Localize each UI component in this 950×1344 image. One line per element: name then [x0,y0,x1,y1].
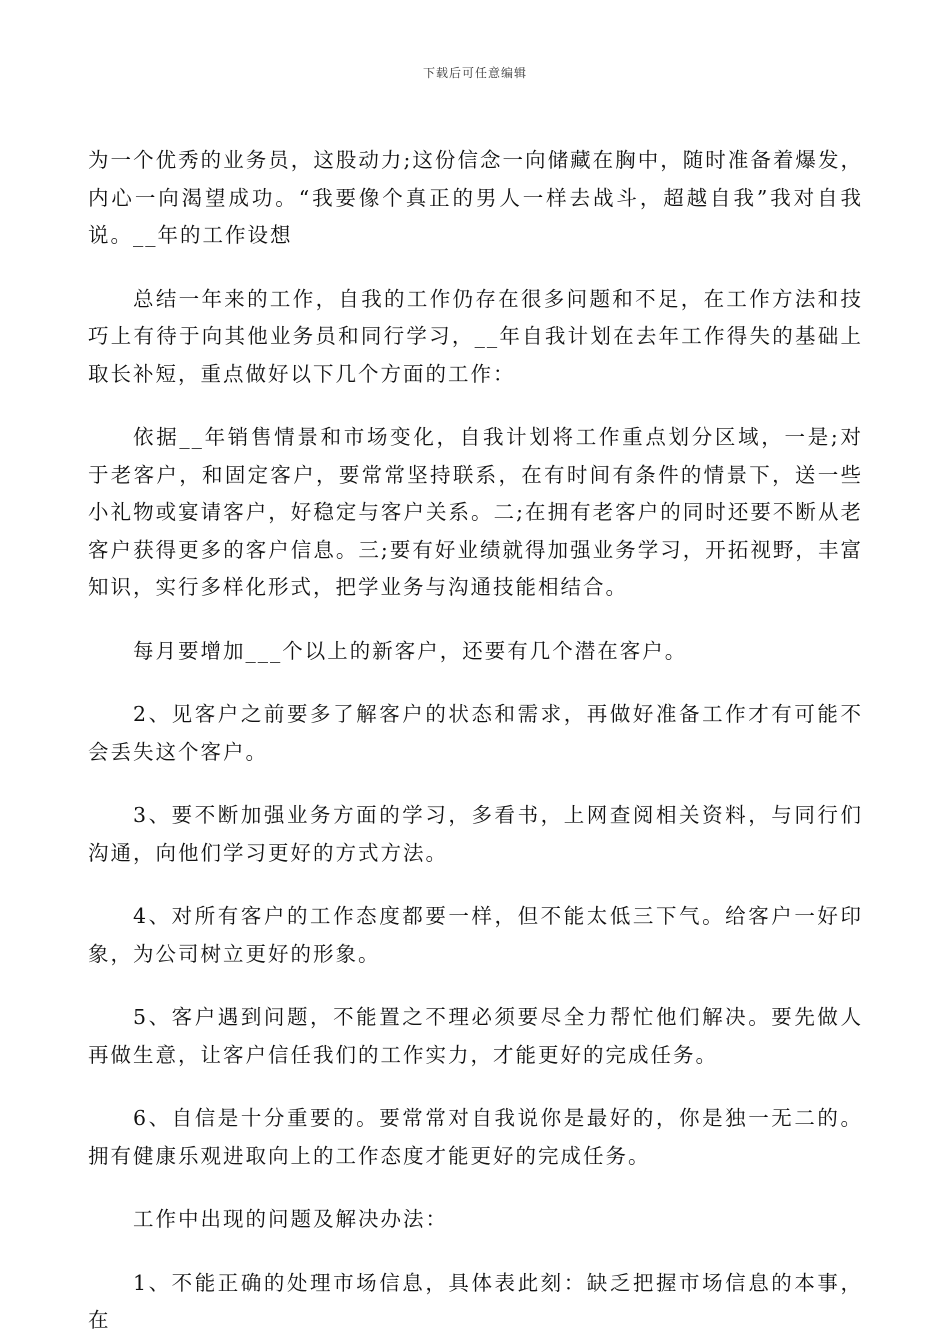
paragraph-1: 为一个优秀的业务员，这股动力;这份信念一向储藏在胸中，随时准备着爆发，内心一向渴望成功。“我要像个真正的男人一样去战斗，超越自我”我对自我说。__年的工作设想 [88,148,863,247]
paragraph-10: 工作中出现的问题及解决办法： [133,1207,448,1231]
paragraph-5: 2、见客户之前要多了解客户的状态和需求，再做好准备工作才有可能不会丢失这个客户。 [88,702,863,764]
paragraph-11: 1、不能正确的处理市场信息，具体表此刻：缺乏把握市场信息的本事，在 [88,1270,863,1332]
paragraph-6: 3、要不断加强业务方面的学习，多看书，上网查阅相关资料，与同行们沟通，向他们学习更好的方式方法。 [88,803,863,865]
paragraph-4: 每月要增加___个以上的新客户，还要有几个潜在客户。 [133,638,688,663]
paragraph-9: 6、自信是十分重要的。要常常对自我说你是最好的，你是独一无二的。拥有健康乐观进取向上的工作态度才能更好的完成任务。 [88,1106,863,1168]
paragraph-7: 4、对所有客户的工作态度都要一样，但不能太低三下气。给客户一好印象，为公司树立更好的形象。 [88,904,863,966]
page-header: 下载后可任意编辑 [422,66,527,80]
document-body [88,142,863,1340]
paragraph-2: 总结一年来的工作，自我的工作仍存在很多问题和不足，在工作方法和技巧上有待于向其他业务员和同行学习，__年自我计划在去年工作得失的基础上取长补短，重点做好以下几个方面的工作： [88,286,863,386]
paragraph-8: 5、客户遇到问题，不能置之不理必须要尽全力帮忙他们解决。要先做人再做生意，让客户信任我们的工作实力，才能更好的完成任务。 [88,1005,863,1067]
paragraph-3: 依据__年销售情景和市场变化，自我计划将工作重点划分区域，一是;对于老客户，和固定客户，要常常坚持联系，在有时间有条件的情景下，送一些小礼物或宴请客户，好稳定与客户关系。二;在拥有老客户的同时还要不断从老客户获得更多的客户信息。三;要有好业绩就得加强业务学习，开拓视野，丰富知识，实行多样化形式，把学业务与沟通技能相结合。 [88,425,863,599]
